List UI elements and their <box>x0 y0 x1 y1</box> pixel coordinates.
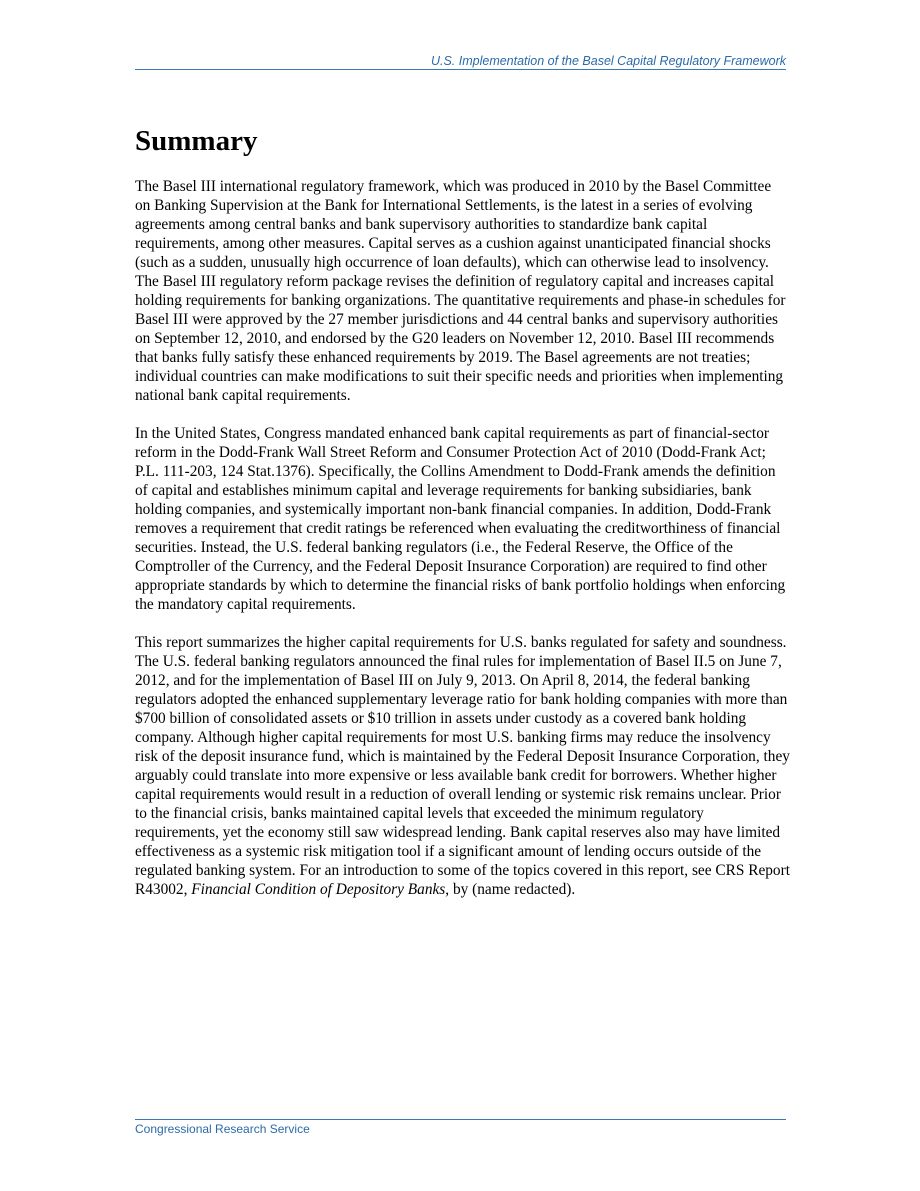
header-rule <box>135 69 786 70</box>
report-title-citation: Financial Condition of Depository Banks <box>191 881 446 898</box>
summary-paragraph-3-text: This report summarizes the higher capital requirements for U.S. banks regulated for safety and soundness. The U.S. federal banking regulators announced the final rules for implementation of Basel II.5 on June 7, 2012, and for the implementation of Basel III on July 9, 2013. On April 8, 2014, the federal banking regulators adopted the enhanced supplementary leverage ratio for bank holding companies with more than $700 billion of consolidated assets or $10 trillion in assets under custody as a covered bank holding company. Although higher capital requirements for most U.S. banking firms may reduce the insolvency risk of the deposit insurance fund, which is maintained by the Federal Deposit Insurance Corporation, they arguably could translate into more expensive or less available bank credit for borrowers. Whether higher capital requirements would result in a reduction of overall lending or systemic risk remains unclear. Prior to the financial crisis, banks maintained capital levels that exceeded the minimum regulatory requirements, yet the economy still saw widespread lending. Bank capital reserves also may have limited effectiveness as a systemic risk mitigation tool if a significant amount of lending occurs outside of the regulated banking system. For an introduction to some of the topics covered in this report, see CRS Report R43002, <box>135 634 790 898</box>
summary-body <box>135 177 790 918</box>
summary-paragraph-2: In the United States, Congress mandated enhanced bank capital requirements as part of financial-sector reform in the Dodd-Frank Wall Street Reform and Consumer Protection Act of 2010 (Dodd-Frank Act; P.L. 111-203, 124 Stat.1376). Specifically, the Collins Amendment to Dodd-Frank amends the definition of capital and establishes minimum capital and leverage requirements for banking subsidiaries, bank holding companies, and systemically important non-bank financial companies. In addition, Dodd-Frank removes a requirement that credit ratings be referenced when evaluating the creditworthiness of financial securities. Instead, the U.S. federal banking regulators (i.e., the Federal Reserve, the Office of the Comptroller of the Currency, and the Federal Deposit Insurance Corporation) are required to find other appropriate standards by which to determine the financial risks of bank portfolio holdings when enforcing the mandatory capital requirements. <box>135 425 786 613</box>
footer-publisher: Congressional Research Service <box>135 1122 310 1136</box>
summary-paragraph-1: The Basel III international regulatory framework, which was produced in 2010 by the Basel Committee on Banking Supervision at the Bank for International Settlements, is the latest in a series of evolving agreements among central banks and bank supervisory authorities to standardize bank capital requirements, among other measures. Capital serves as a cushion against unanticipated financial shocks (such as a sudden, unusually high occurrence of loan defaults), which can otherwise lead to insolvency. The Basel III regulatory reform package revises the definition of regulatory capital and increases capital holding requirements for banking organizations. The quantitative requirements and phase-in schedules for Basel III were approved by the 27 member jurisdictions and 44 central banks and supervisory authorities on September 12, 2010, and endorsed by the G20 leaders on November 12, 2010. Basel III recommends that banks fully satisfy these enhanced requirements by 2019. The Basel agreements are not treaties; individual countries can make modifications to suit their specific needs and priorities when implementing national bank capital requirements. <box>135 178 786 404</box>
running-header: U.S. Implementation of the Basel Capital Regulatory Framework <box>430 54 786 68</box>
summary-paragraph-3-end: , by (name redacted). <box>445 881 576 898</box>
page-title: Summary <box>135 125 258 157</box>
footer-rule <box>135 1119 786 1120</box>
summary-paragraph-3 <box>135 633 790 899</box>
